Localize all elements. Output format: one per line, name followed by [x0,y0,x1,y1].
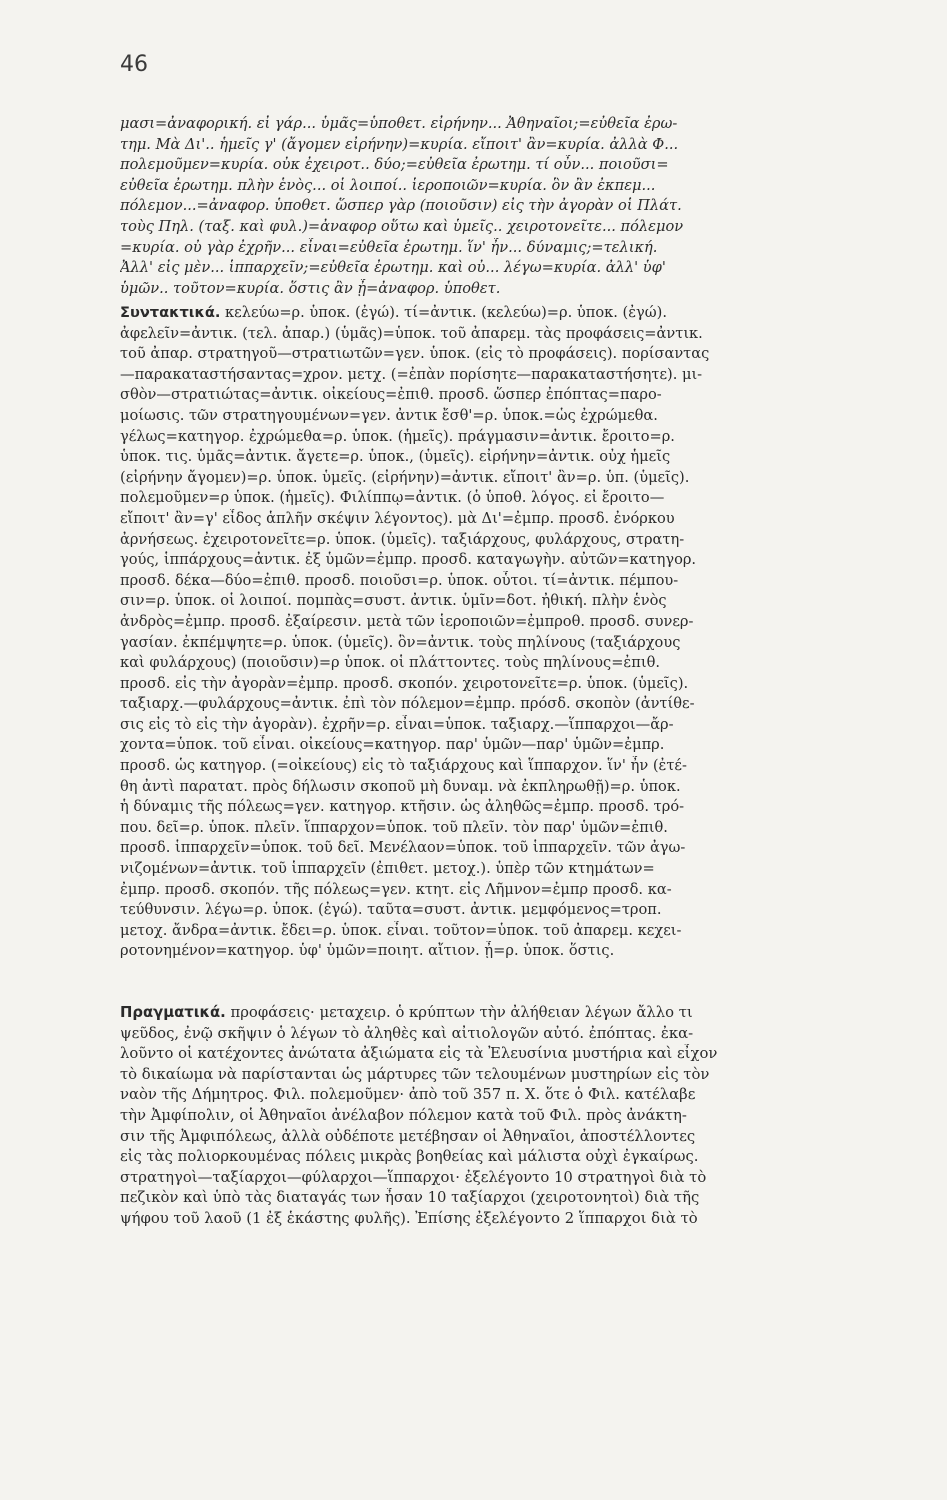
syntax-line-text: προσδ. ἱππαρχεῖν=ὑποκ. τοῦ δεῖ. Μενέλαον=ὑποκ. τοῦ ἱππαρχεῖν. τῶν ἀγω- [120,839,686,857]
realia-line [120,1044,828,1065]
syntax-line-text: (εἰρήνην ἄγομεν)=ρ. ὑποκ. ὑμεῖς. (εἰρήνην)=ἀντικ. εἴποιτ' ἂν=ρ. ὑπ. (ὑμεῖς). [120,468,690,486]
syntax-line-text: θη ἀντὶ παρατατ. πρὸς δήλωσιν σκοποῦ μὴ δυναμ. νὰ ἐκπληρωθῇ)=ρ. ὑποκ. [120,777,681,795]
syntax-line-text: σις εἰς τὸ εἰς τὴν ἀγορὰν). ἐχρῆν=ρ. εἶναι=ὑποκ. ταξιαρχ.—ἵππαρχοι—ἄρ- [120,715,674,733]
realia-line [120,1127,828,1148]
syntax-line-text: καὶ φυλάρχους) (ποιοῦσιν)=ρ ὑποκ. οἱ πλάττοντες. τοὺς πηλίνους=ἐπιθ. [120,654,660,672]
syntax-line-text: γέλως=κατηγορ. ἐχρώμεθα=ρ. ὑποκ. (ἡμεῖς). πράγμασιν=ἀντικ. ἔροιτο=ρ. [120,427,675,445]
syntax-section [120,303,828,962]
realia-section [120,1003,828,1230]
lexical-note-line [120,114,828,135]
syntax-line-text: πολεμοῦμεν=ρ ὑποκ. (ἡμεῖς). Φιλίππῳ=ἀντικ. (ὁ ὑποθ. λόγος. εἰ ἔροιτο— [120,489,665,507]
syntax-line [120,612,828,633]
realia-line-text: τὸ δικαίωμα νὰ παρίστανται ὡς μάρτυρες τῶν τελουμένων μυστηρίων εἰς τὸν [120,1065,710,1083]
syntax-line [120,715,828,736]
syntax-line [120,365,828,386]
lexical-note-line-text: τοὺς Πηλ. (ταξ. καὶ φυλ.)=ἀναφορ οὕτω καὶ ὑμεῖς.. χειροτονεῖτε... πόλεμον [120,217,684,235]
syntax-line-text: ἀνδρὸς=ἐμπρ. προσδ. ἐξαίρεσιν. μετὰ τῶν ἱεροποιῶν=ἐμπροθ. προσδ. συνερ- [120,612,694,630]
lexical-note-line-text: Ἀλλ' εἰς μὲν... ἱππαρχεῖν;=εὐθεῖα ἐρωτημ. καὶ οὐ... λέγω=κυρία. ἀλλ' ὑφ' [120,259,666,277]
syntax-line [120,406,828,427]
syntax-line [120,530,828,551]
syntax-line-text: κελεύω=ρ. ὑποκ. (ἐγώ). τί=ἀντικ. (κελεύω)=ρ. ὑποκ. (ἐγώ). [220,304,667,321]
syntax-line [120,633,828,654]
realia-line-text: τὴν Ἀμφίπολιν, οἱ Ἀθηναῖοι ἀνέλαβον πόλεμον κατὰ τοῦ Φιλ. πρὸς ἀνάκτη- [120,1106,687,1124]
realia-line-text: προφάσεις· μεταχειρ. ὁ κρύπτων τὴν ἀλήθειαν λέγων ἄλλο τι [225,1004,693,1021]
lexical-note-line-text: πόλεμον...=ἀναφορ. ὑποθετ. ὥσπερ γὰρ (ποιοῦσιν) εἰς τὴν ἀγορὰν οἱ Πλάτ. [120,197,682,215]
syntax-line [120,818,828,839]
syntax-line [120,674,828,695]
syntax-line [120,324,828,345]
lexical-note-line-text: =κυρία. οὐ γὰρ ἐχρῆν... εἶναι=εὐθεῖα ἐρωτημ. ἵν' ἦν... δύναμις;=τελική. [120,238,658,256]
syntax-line [120,591,828,612]
syntax-line-text: σθὸν—στρατιώτας=ἀντικ. οἰκείους=ἐπιθ. προσδ. ὥσπερ ἐπόπτας=παρο- [120,386,662,404]
syntax-line-text: που. δεῖ=ρ. ὑποκ. πλεῖν. ἵππαρχον=ὑποκ. τοῦ πλεῖν. τὸν παρ' ὑμῶν=ἐπιθ. [120,818,668,836]
lexical-note-line-text: μασι=ἀναφορική. εἰ γάρ... ὑμᾶς=ὑποθετ. εἰρήνην... Ἀθηναῖοι;=εὐθεῖα ἐρω- [120,115,678,132]
syntax-line [120,550,828,571]
syntax-line [120,921,828,942]
syntax-line-text: ἡ δύναμις τῆς πόλεως=γεν. κατηγορ. κτῆσιν. ὡς ἀληθῶς=ἐμπρ. προσδ. τρό- [120,798,685,816]
syntax-line [120,303,828,324]
syntax-line [120,838,828,859]
realia-line-text: πεζικὸν καὶ ὑπὸ τὰς διαταγάς των ἦσαν 10 ταξίαρχοι (χειροτονητοὶ) διὰ τῆς [120,1189,700,1207]
syntax-line [120,880,828,901]
syntax-line-text: —παρακαταστήσαντας=χρον. μετχ. (=ἐπὰν πορίσητε—παρακαταστήσητε). μι- [120,365,703,383]
lexical-note-line [120,196,828,217]
realia-line [120,1024,828,1045]
syntax-line [120,735,828,756]
realia-line [120,1147,828,1168]
syntax-line-text: μοίωσις. τῶν στρατηγουμένων=γεν. ἀντικ ἔσθ'=ρ. ὑποκ.=ὡς ἐχρώμεθα. [120,406,658,424]
syntax-line-text: προσδ. ὡς κατηγορ. (=οἰκείους) εἰς τὸ ταξιάρχους καὶ ἵππαρχον. ἵν' ἦν (ἐτέ- [120,757,687,775]
syntax-line [120,447,828,468]
syntax-line [120,427,828,448]
lexical-note-line-text: πολεμοῦμεν=κυρία. οὐκ ἐχειροτ.. δύο;=εὐθεῖα ἐρωτημ. τί οὖν... ποιοῦσι= [120,156,669,174]
realia-line-text: ψήφου τοῦ λαοῦ (1 ἐξ ἑκάστης φυλῆς). Ἐπίσης ἐξελέγοντο 2 ἵππαρχοι διὰ τὸ [120,1209,698,1227]
syntax-line-text: νιζομένων=ἀντικ. τοῦ ἱππαρχεῖν (ἐπιθετ. μετοχ.). ὑπὲρ τῶν κτημάτων= [120,860,655,878]
syntax-line-text: ροτονημένον=κατηγορ. ὑφ' ὑμῶν=ποιητ. αἴτιον. ᾖ=ρ. ὑποκ. ὅστις. [120,942,615,960]
syntax-line [120,797,828,818]
syntax-line [120,488,828,509]
realia-line-text: ναὸν τῆς Δήμητρος. Φιλ. πολεμοῦμεν· ἀπὸ τοῦ 357 π. Χ. ὅτε ὁ Φιλ. κατέλαβε [120,1086,696,1104]
syntax-heading: Συντακτικά. [120,304,221,321]
syntax-line-text: χοντα=ὑποκ. τοῦ εἶναι. οἰκείους=κατηγορ. παρ' ὑμῶν—παρ' ὑμῶν=ἐμπρ. [120,736,665,754]
realia-line-text: λοῦντο οἱ κατέχοντες ἀνώτατα ἀξιώματα εἰς τὰ Ἐλευσίνια μυστήρια καὶ εἶχον [120,1045,718,1063]
page-number: 46 [120,52,148,77]
syntax-line [120,571,828,592]
syntax-line [120,756,828,777]
lexical-note-line [120,279,828,300]
syntax-line [120,509,828,530]
realia-line [120,1188,828,1209]
realia-line-text: εἰς τὰς πολιορκουμένας πόλεις μικρὰς βοηθείας καὶ μάλιστα οὐχὶ ἐγκαίρως. [120,1148,699,1166]
syntax-line-text: τεύθυνσιν. λέγω=ρ. ὑποκ. (ἐγώ). ταῦτα=συστ. ἀντικ. μεμφόμενος=τροπ. [120,901,662,919]
realia-line [120,1209,828,1230]
lexical-note-line [120,258,828,279]
realia-line [120,1106,828,1127]
syntax-line [120,694,828,715]
realia-line-text: σιν τῆς Ἀμφιπόλεως, ἀλλὰ οὐδέποτε μετέβησαν οἱ Ἀθηναῖοι, ἀποστέλλοντες [120,1127,696,1145]
syntax-line-text: ἀφελεῖν=ἀντικ. (τελ. ἀπαρ.) (ὑμᾶς)=ὑποκ. τοῦ ἀπαρεμ. τὰς προφάσεις=ἀντικ. [120,324,703,342]
syntax-line-text: ταξιαρχ.—φυλάρχους=ἀντικ. ἐπὶ τὸν πόλεμον=ἐμπρ. πρόσδ. σκοπὸν (ἀντίθε- [120,695,695,713]
syntax-line [120,941,828,962]
syntax-line-text: μετοχ. ἄνδρα=ἀντικ. ἔδει=ρ. ὑποκ. εἶναι. τοῦτον=ὑποκ. τοῦ ἀπαρεμ. κεχει- [120,921,682,939]
syntax-line [120,653,828,674]
lexical-note-line [120,135,828,156]
syntax-line [120,777,828,798]
lexical-note-line [120,217,828,238]
syntax-line-text: γούς, ἱππάρχους=ἀντικ. ἐξ ὑμῶν=ἐμπρ. προσδ. καταγωγὴν. αὐτῶν=κατηγορ. [120,551,697,569]
realia-line-text: ψεῦδος, ἐνῷ σκῆψιν ὁ λέγων τὸ ἀληθὲς καὶ αἰτιολογῶν αὐτό. ἐπόπτας. ἐκα- [120,1024,694,1042]
syntax-line [120,344,828,365]
realia-line [120,1168,828,1189]
realia-line [120,1003,828,1024]
syntax-line-text: ἐμπρ. προσδ. σκοπόν. τῆς πόλεως=γεν. κτητ. εἰς Λῆμνον=ἐμπρ προσδ. κα- [120,880,672,898]
lexical-note-line-text: τημ. Μὰ Δι'.. ἡμεῖς γ' (ἄγομεν εἰρήνην)=κυρία. εἴποιτ' ἂν=κυρία. ἀλλὰ Φ... [120,135,679,153]
lexical-note-line [120,238,828,259]
syntax-line-text: ἀρνήσεως. ἐχειροτονεῖτε=ρ. ὑποκ. (ὑμεῖς). ταξιάρχους, φυλάρχους, στρατη- [120,530,685,548]
realia-heading: Πραγματικά. [120,1004,226,1021]
lexical-note-line-text: εὐθεῖα ἐρωτημ. πλὴν ἑνὸς... οἱ λοιποί.. ἱεροποιῶν=κυρία. ὃν ἂν ἐκπεμ... [120,176,656,194]
lexical-notes-section [120,114,828,299]
syntax-line-text: γασίαν. ἐκπέμψητε=ρ. ὑποκ. (ὑμεῖς). ὃν=ἀντικ. τοὺς πηλίνους (ταξιάρχους [120,633,681,651]
syntax-line [120,468,828,489]
syntax-line-text: προσδ. δέκα—δύο=ἐπιθ. προσδ. ποιοῦσι=ρ. ὑποκ. οὗτοι. τί=ἀντικ. πέμπου- [120,571,679,589]
syntax-line-text: σιν=ρ. ὑποκ. οἱ λοιποί. πομπὰς=συστ. ἀντικ. ὑμῖν=δοτ. ἠθική. πλὴν ἑνὸς [120,592,667,610]
syntax-line [120,859,828,880]
syntax-line [120,900,828,921]
syntax-line-text: τοῦ ἀπαρ. στρατηγοῦ—στρατιωτῶν=γεν. ὑποκ. (εἰς τὸ προφάσεις). πορίσαντας [120,345,710,363]
syntax-line-text: ὑποκ. τις. ὑμᾶς=ἀντικ. ἄγετε=ρ. ὑποκ., (ὑμεῖς). εἰρήνην=ἀντικ. οὐχ ἡμεῖς [120,448,671,466]
realia-line-text: στρατηγοὶ—ταξίαρχοι—φύλαρχοι—ἵππαρχοι· ἐξελέγοντο 10 στρατηγοὶ διὰ τὸ [120,1168,707,1186]
realia-line [120,1065,828,1086]
lexical-note-line [120,176,828,197]
syntax-line [120,385,828,406]
realia-line [120,1085,828,1106]
syntax-line-text: προσδ. εἰς τὴν ἀγορὰν=ἐμπρ. προσδ. σκοπόν. χειροτονεῖτε=ρ. ὑποκ. (ὑμεῖς). [120,674,689,692]
syntax-line-text: εἴποιτ' ἂν=γ' εἶδος ἁπλῆν σκέψιν λέγοντος). μὰ Δι'=ἐμπρ. προσδ. ἐνόρκου [120,509,675,527]
lexical-note-line [120,155,828,176]
lexical-note-line-text: ὑμῶν.. τοῦτον=κυρία. ὅστις ἂν ᾖ=ἀναφορ. ὑποθετ. [120,279,501,297]
